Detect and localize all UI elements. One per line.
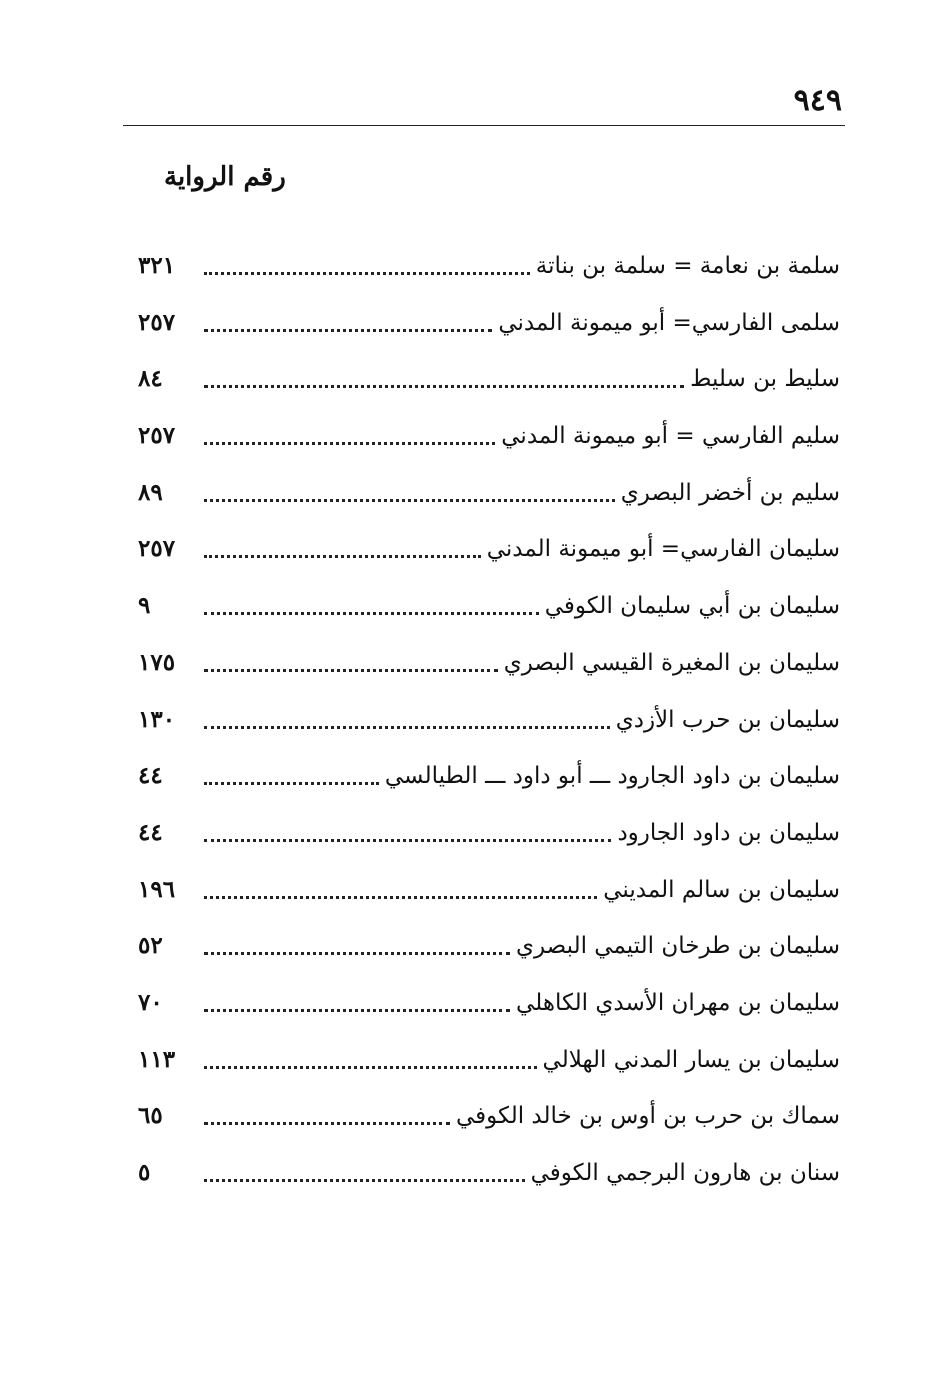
page-number: ٩٤٩	[793, 83, 842, 118]
entry-number: ٥	[138, 1159, 151, 1186]
entry-number: ٤٤	[138, 762, 163, 790]
entry-name: سليمان بن يسار المدني الهلالي	[542, 1046, 840, 1073]
dot-leader	[204, 813, 611, 842]
dot-leader	[204, 586, 539, 615]
dot-leader	[204, 416, 495, 445]
index-entry	[138, 359, 840, 416]
entry-number: ٣٢١	[138, 252, 176, 279]
entry-name: سليمان بن داود الجارود ـــ أبو داود ـــ الطيالسي	[384, 763, 840, 790]
dot-leader	[204, 246, 530, 275]
dot-leader	[204, 473, 615, 502]
header-rule	[123, 125, 845, 126]
dot-leader	[204, 756, 379, 785]
entry-number: ٨٤	[138, 365, 163, 393]
entry-number: ١٩٦	[138, 875, 176, 903]
entry-name: سليم بن أخضر البصري	[620, 479, 840, 506]
dot-leader	[204, 1096, 450, 1125]
entry-number: ١٣٠	[138, 705, 176, 733]
entry-number: ٨٩	[138, 478, 163, 506]
index-entry	[138, 586, 840, 643]
index-entry	[138, 700, 840, 757]
column-heading: رقم الرواية	[164, 162, 286, 192]
index-entry	[138, 643, 840, 700]
entry-number: ٧٠	[138, 988, 163, 1016]
entry-name: سنان بن هارون البرجمي الكوفي	[530, 1160, 840, 1186]
entry-number: ٢٥٧	[138, 422, 176, 450]
entry-name: سلمة بن نعامة = سلمة بن بناتة	[535, 253, 840, 279]
entry-name: سليمان بن طرخان التيمي البصري	[515, 933, 840, 960]
index-entry	[138, 813, 840, 870]
dot-leader	[204, 700, 610, 729]
entry-name: سليمان بن المغيرة القيسي البصري	[503, 649, 840, 676]
dot-leader	[204, 926, 510, 955]
index-entry	[138, 870, 840, 927]
entry-number: ٤٤	[138, 818, 163, 846]
index-entry	[138, 983, 840, 1040]
entry-number: ٢٥٧	[138, 535, 176, 563]
index-list	[138, 246, 840, 1210]
entry-name: سليمان الفارسي= أبو ميمونة المدني	[486, 536, 840, 563]
entry-number: ٦٥	[138, 1102, 163, 1130]
entry-number: ٥٢	[138, 932, 163, 960]
entry-number: ٩	[138, 592, 151, 620]
entry-number: ١٧٥	[138, 648, 176, 676]
entry-name: سليمان بن حرب الأزدي	[615, 706, 840, 733]
dot-leader	[204, 303, 492, 332]
entry-number: ١١٣	[138, 1045, 176, 1073]
dot-leader	[204, 643, 498, 672]
index-entry	[138, 1153, 840, 1210]
index-entry	[138, 1096, 840, 1153]
index-entry	[138, 1040, 840, 1097]
dot-leader	[204, 870, 597, 899]
entry-name: سليمان بن أبي سليمان الكوفي	[544, 593, 840, 620]
entry-name: سماك بن حرب بن أوس بن خالد الكوفي	[455, 1103, 840, 1130]
dot-leader	[204, 529, 481, 558]
entry-name: سليمان بن مهران الأسدي الكاهلي	[516, 989, 840, 1016]
index-entry	[138, 756, 840, 813]
index-entry	[138, 416, 840, 473]
dot-leader	[204, 983, 510, 1012]
index-entry	[138, 473, 840, 530]
dot-leader	[204, 359, 684, 388]
dot-leader	[204, 1040, 537, 1069]
index-entry	[138, 926, 840, 983]
entry-number: ٢٥٧	[138, 308, 176, 336]
entry-name: سليم الفارسي = أبو ميمونة المدني	[501, 423, 840, 450]
entry-name: سليمان بن داود الجارود	[617, 819, 840, 846]
entry-name: سليط بن سليط	[690, 366, 840, 393]
index-entry	[138, 529, 840, 586]
index-entry	[138, 246, 840, 303]
dot-leader	[204, 1153, 525, 1182]
entry-name: سلمى الفارسي= أبو ميمونة المدني	[498, 309, 840, 336]
index-entry	[138, 303, 840, 360]
entry-name: سليمان بن سالم المديني	[603, 876, 840, 903]
